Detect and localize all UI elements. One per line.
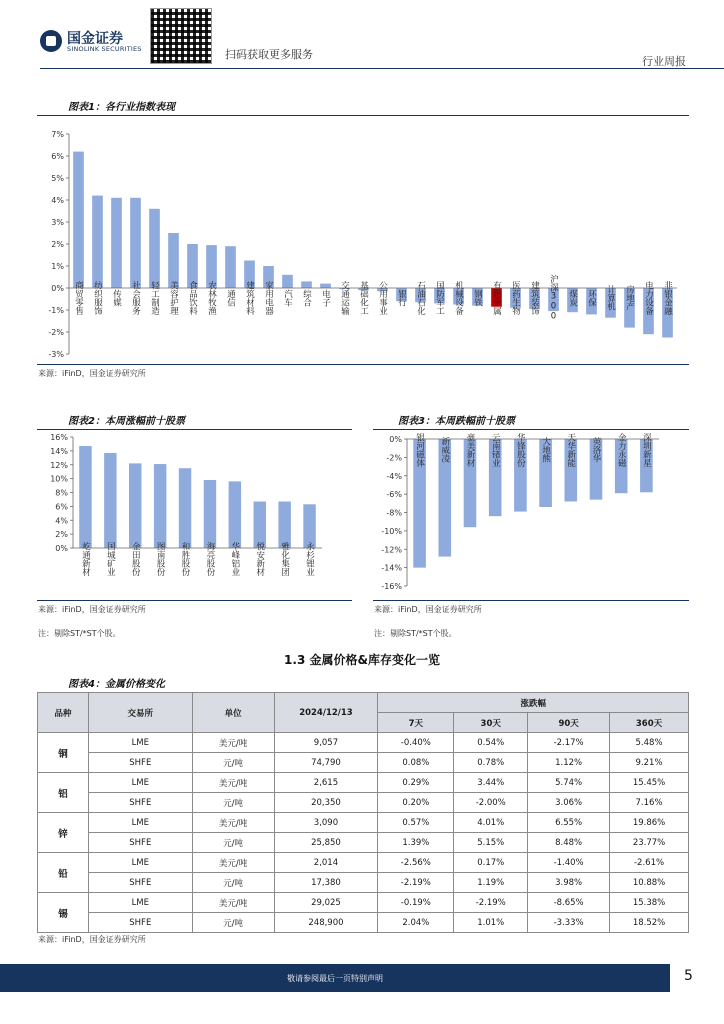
cell-d360: 7.16% (610, 793, 689, 813)
cell-d30: 5.15% (454, 833, 528, 853)
cell-d360: 15.38% (610, 893, 689, 913)
category-label: 银行 (396, 289, 407, 307)
fig3-bottom-rule (373, 600, 689, 601)
cell-unit: 元/吨 (192, 753, 274, 773)
bar (73, 152, 84, 288)
cell-d360: 23.77% (610, 833, 689, 853)
cell-d90: 1.12% (528, 753, 610, 773)
bar (149, 209, 160, 288)
y-tick-label: 5% (51, 174, 64, 183)
category-label: 计算机 (605, 285, 616, 311)
category-label: 煤炭 (567, 289, 578, 307)
footer-disclaimer: 敬请参阅最后一页特别声明 (287, 974, 383, 983)
fig3-source: 来源：iFinD，国金证券研究所 (374, 605, 482, 614)
cell-d90: -2.17% (528, 733, 610, 753)
cell-price: 2,014 (274, 853, 378, 873)
category-label: 海亮股份 (204, 542, 215, 576)
cell-exchange: LME (88, 773, 192, 793)
cell-exchange: SHFE (88, 913, 192, 933)
y-tick-label: 0% (55, 544, 68, 553)
y-tick-label: 1% (51, 262, 64, 271)
y-tick-label: -1% (48, 306, 64, 315)
y-tick-label: -16% (381, 582, 402, 591)
cell-d360: 15.45% (610, 773, 689, 793)
header-divider (40, 68, 724, 69)
category-label: 非银金融 (662, 281, 673, 315)
category-label: 豪美新材 (465, 433, 475, 467)
category-label: 建筑装饰 (529, 281, 540, 315)
table-row (38, 873, 689, 893)
cell-unit: 美元/吨 (192, 773, 274, 793)
metal-name: 锡 (38, 893, 89, 933)
y-tick-label: -2% (48, 328, 64, 337)
category-label: 国城矿业 (105, 542, 116, 576)
category-label: 机械设备 (453, 281, 464, 315)
cell-unit: 元/吨 (192, 913, 274, 933)
fig2-bottom-rule (37, 600, 352, 601)
cell-d7: 0.08% (378, 753, 454, 773)
bar (282, 275, 293, 288)
cell-d90: -1.40% (528, 853, 610, 873)
cell-d360: 18.52% (610, 913, 689, 933)
cell-d7: -2.19% (378, 873, 454, 893)
qr-caption: 扫码获取更多服务 (225, 48, 313, 61)
company-logo (40, 28, 142, 54)
cell-price: 248,900 (274, 913, 378, 933)
cell-exchange: SHFE (88, 873, 192, 893)
cell-d90: 6.55% (528, 813, 610, 833)
fig1-source: 来源：iFinD，国金证券研究所 (38, 369, 146, 378)
table-row (38, 733, 689, 753)
category-label: 电力设备 (643, 281, 654, 315)
category-label: 图南股份 (155, 542, 166, 576)
y-tick-label: 2% (55, 530, 68, 540)
header-exchange: 交易所 (88, 693, 192, 733)
category-label: 沪深300 (548, 274, 559, 322)
cell-d7: -2.56% (378, 853, 454, 873)
y-tick-label: 16% (50, 433, 68, 442)
category-label: 基础化工 (358, 281, 369, 315)
y-tick-label: 0% (51, 284, 64, 293)
metal-name: 铝 (38, 773, 89, 813)
category-label: 石油石化 (415, 281, 426, 315)
cell-exchange: LME (88, 813, 192, 833)
category-label: 云南锗业 (490, 433, 501, 467)
cell-price: 3,090 (274, 813, 378, 833)
bar (111, 198, 122, 288)
y-tick-label: 2% (51, 240, 64, 249)
cell-unit: 美元/吨 (192, 893, 274, 913)
cell-unit: 元/吨 (192, 793, 274, 813)
fig2-title: 图表2：本周涨幅前十股票 (68, 416, 185, 427)
fig1-title: 图表1：各行业指数表现 (68, 102, 175, 113)
section-title: 1.3 金属价格&库存变化一览 (284, 653, 440, 667)
bar (301, 281, 312, 288)
cell-d90: 3.98% (528, 873, 610, 893)
cell-unit: 元/吨 (192, 873, 274, 893)
category-label: 永杉锂业 (304, 542, 315, 576)
cell-unit: 元/吨 (192, 833, 274, 853)
cell-d7: 0.20% (378, 793, 454, 813)
fig2-source: 来源：iFinD，国金证券研究所 (38, 605, 146, 614)
bar (320, 284, 331, 288)
y-tick-label: -14% (381, 563, 402, 573)
header-360d: 360天 (610, 713, 689, 733)
category-label: 华锋股份 (515, 433, 526, 467)
cell-price: 74,790 (274, 753, 378, 773)
category-label: 农林牧渔 (206, 281, 217, 315)
cell-d360: -2.61% (610, 853, 689, 873)
bar (225, 246, 236, 288)
cell-d360: 5.48% (610, 733, 689, 753)
logo-name-cn: 国金证券 (67, 31, 123, 47)
y-tick-label: -8% (386, 508, 402, 518)
category-label: 华峰铝业 (229, 542, 240, 576)
header-30d: 30天 (454, 713, 528, 733)
y-tick-label: 6% (55, 502, 68, 512)
bar (129, 463, 141, 548)
cell-d30: 0.54% (454, 733, 528, 753)
cell-unit: 美元/吨 (192, 853, 274, 873)
header-90d: 90天 (528, 713, 610, 733)
cell-d30: 3.44% (454, 773, 528, 793)
category-label: 通信 (225, 289, 236, 307)
cell-d30: 1.19% (454, 873, 528, 893)
cell-exchange: LME (88, 733, 192, 753)
fig1-top-rule (37, 115, 689, 116)
y-tick-label: -6% (386, 490, 402, 500)
bar (92, 196, 103, 288)
industry-index-chart (37, 118, 689, 364)
cell-exchange: LME (88, 893, 192, 913)
header-unit: 单位 (192, 693, 274, 733)
category-label: 公用事业 (377, 281, 388, 315)
category-label: 屹通新材 (80, 542, 91, 576)
category-label: 纺织服饰 (92, 281, 103, 315)
y-tick-label: -10% (381, 526, 402, 536)
y-tick-label: 10% (50, 474, 68, 484)
qr-code-icon (150, 8, 212, 64)
page-number: 5 (684, 968, 693, 984)
report-type: 行业周报 (642, 55, 686, 68)
category-label: 和胜股份 (180, 542, 191, 576)
bar (168, 233, 179, 288)
cell-d7: -0.19% (378, 893, 454, 913)
table-row (38, 833, 689, 853)
category-label: 悦安新材 (254, 542, 265, 576)
cell-d30: -2.19% (454, 893, 528, 913)
bar (229, 481, 241, 548)
category-label: 综合 (301, 289, 312, 307)
category-label: 钢铁 (472, 289, 483, 307)
bar (154, 464, 166, 548)
category-label: 环保 (586, 289, 597, 307)
cell-d7: 2.04% (378, 913, 454, 933)
y-tick-label: 4% (51, 196, 64, 205)
bar (79, 446, 91, 548)
category-label: 金田股份 (130, 542, 141, 576)
table-row (38, 813, 689, 833)
cell-d7: 0.29% (378, 773, 454, 793)
cell-d90: 5.74% (528, 773, 610, 793)
header-change: 涨跌幅 (378, 693, 689, 713)
header-date: 2024/12/13 (274, 693, 378, 733)
cell-d90: -8.65% (528, 893, 610, 913)
cell-unit: 美元/吨 (192, 733, 274, 753)
logo-mark-icon (40, 30, 62, 52)
cell-price: 20,350 (274, 793, 378, 813)
category-label: 美容护理 (168, 281, 179, 315)
cell-price: 9,057 (274, 733, 378, 753)
y-tick-label: 7% (51, 130, 64, 139)
cell-d30: 0.78% (454, 753, 528, 773)
y-tick-label: 6% (51, 152, 64, 161)
bar (104, 453, 116, 548)
top-gainers-chart (37, 430, 352, 600)
category-label: 国防军工 (434, 281, 445, 315)
metal-price-table (37, 692, 689, 933)
category-label: 食品饮料 (187, 281, 198, 315)
y-tick-label: 8% (55, 488, 68, 498)
fig4-title: 图表4：金属价格变化 (68, 679, 165, 690)
fig2-note: 注：剔除ST/*ST个股。 (38, 629, 121, 638)
table-row (38, 913, 689, 933)
table-row (38, 793, 689, 813)
y-tick-label: 14% (50, 446, 68, 456)
category-label: 医药生物 (510, 281, 521, 315)
cell-price: 25,850 (274, 833, 378, 853)
fig3-title: 图表3：本周跌幅前十股票 (398, 416, 515, 427)
category-label: 金力永磁 (616, 433, 627, 467)
y-tick-label: 3% (51, 218, 64, 227)
category-label: 传媒 (111, 289, 122, 307)
table-row (38, 853, 689, 873)
cell-exchange: SHFE (88, 753, 192, 773)
table-row (38, 893, 689, 913)
cell-d90: 8.48% (528, 833, 610, 853)
bar (179, 468, 191, 548)
cell-d360: 9.21% (610, 753, 689, 773)
category-label: 英洛华 (591, 437, 601, 463)
y-tick-label: 12% (50, 460, 68, 470)
y-tick-label: -12% (381, 545, 402, 555)
cell-unit: 美元/吨 (192, 813, 274, 833)
y-tick-label: -4% (386, 471, 402, 481)
bar (204, 480, 216, 548)
category-label: 电子 (320, 289, 331, 307)
cell-d30: 1.01% (454, 913, 528, 933)
category-label: 轻工制造 (149, 281, 160, 315)
category-label: 雅化集团 (279, 542, 290, 576)
header-metal: 品种 (38, 693, 89, 733)
cell-price: 2,615 (274, 773, 378, 793)
cell-d360: 19.86% (610, 813, 689, 833)
cell-d7: -0.40% (378, 733, 454, 753)
y-tick-label: 4% (55, 516, 68, 526)
metal-name: 铜 (38, 733, 89, 773)
category-label: 新威凌 (439, 437, 450, 463)
cell-d90: -3.33% (528, 913, 610, 933)
top-losers-chart (373, 430, 689, 600)
cell-price: 17,380 (274, 873, 378, 893)
category-label: 天华新能 (565, 433, 576, 467)
y-tick-label: -3% (48, 350, 64, 359)
category-label: 汽车 (282, 289, 293, 307)
category-label: 交通运输 (339, 281, 350, 315)
category-label: 有色金属 (491, 281, 502, 315)
cell-d7: 0.57% (378, 813, 454, 833)
logo-name-en: SINOLINK SECURITIES (67, 45, 142, 53)
cell-d7: 1.39% (378, 833, 454, 853)
cell-exchange: LME (88, 853, 192, 873)
category-label: 房地产 (624, 285, 635, 311)
y-tick-label: 0% (389, 435, 402, 444)
page-header (0, 0, 724, 70)
cell-d360: 10.88% (610, 873, 689, 893)
table-row (38, 753, 689, 773)
category-label: 家用电器 (263, 281, 274, 315)
category-label: 社会服务 (130, 281, 141, 315)
fig3-note: 注：剔除ST/*ST个股。 (374, 629, 457, 638)
category-label: 大地熊 (540, 437, 551, 463)
table-row (38, 773, 689, 793)
category-label: 银河磁体 (414, 433, 425, 467)
cell-exchange: SHFE (88, 833, 192, 853)
cell-exchange: SHFE (88, 793, 192, 813)
fig1-bottom-rule (37, 364, 689, 365)
fig4-source: 来源：iFinD，国金证券研究所 (38, 935, 146, 944)
cell-d30: 4.01% (454, 813, 528, 833)
category-label: 建筑材料 (244, 281, 255, 315)
cell-d30: 0.17% (454, 853, 528, 873)
bar (130, 198, 141, 288)
cell-price: 29,025 (274, 893, 378, 913)
header-7d: 7天 (378, 713, 454, 733)
cell-d30: -2.00% (454, 793, 528, 813)
category-label: 商贸零售 (73, 281, 84, 315)
metal-name: 铅 (38, 853, 89, 893)
y-tick-label: -2% (386, 453, 402, 463)
category-label: 深圳新星 (641, 433, 652, 467)
metal-name: 锌 (38, 813, 89, 853)
cell-d90: 3.06% (528, 793, 610, 813)
